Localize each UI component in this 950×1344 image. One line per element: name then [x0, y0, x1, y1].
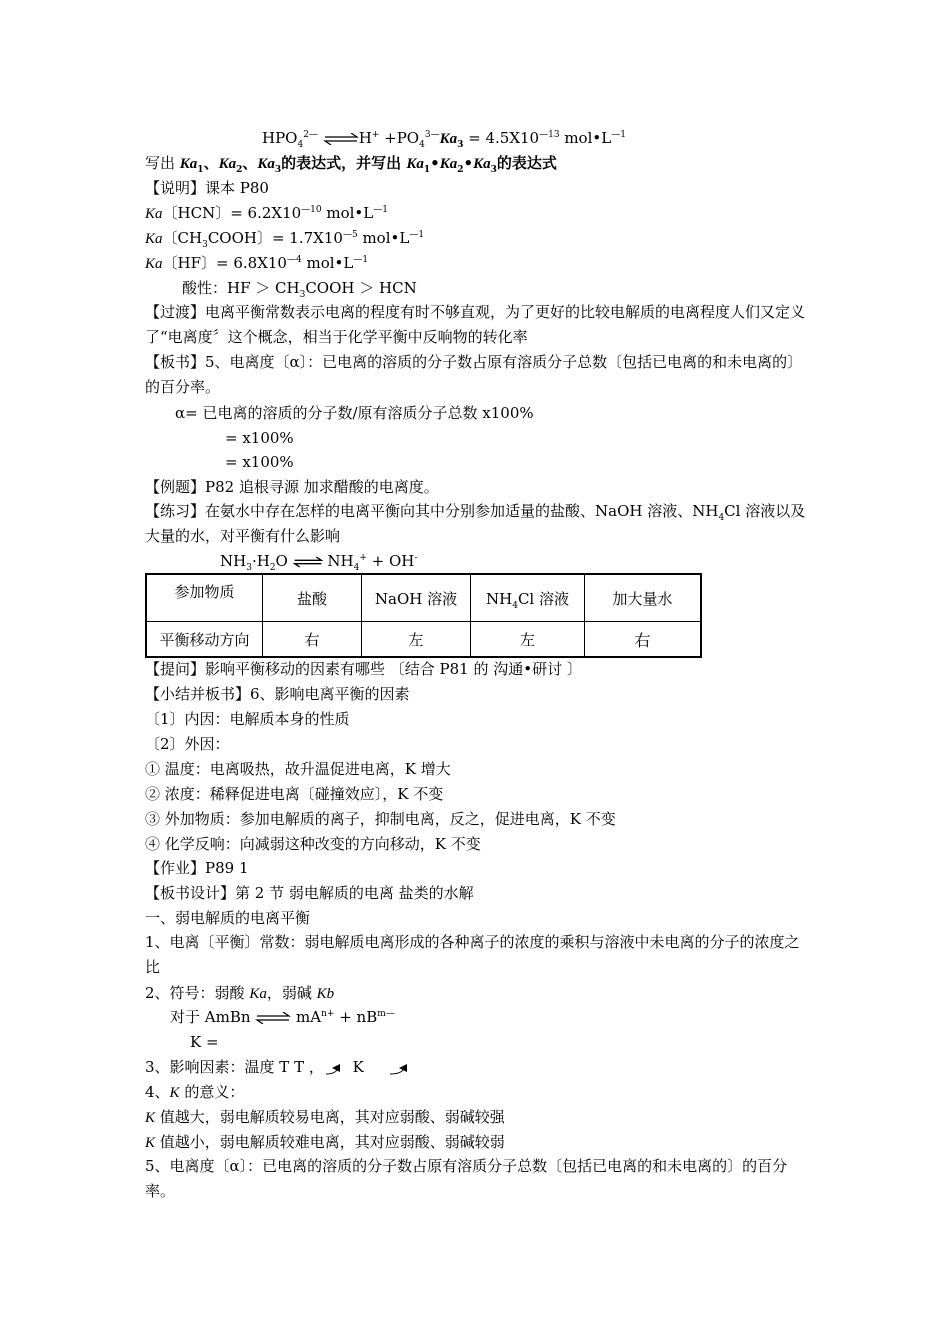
ka-hcn: [145, 203, 388, 225]
text: 值越大，弱电解质较易电离，其对应弱酸、弱碱较强: [155, 1108, 505, 1126]
k-larger: [145, 1107, 505, 1129]
text: 写出: [145, 154, 180, 172]
example-line: 【例题】P82 追根寻源 加求醋酸的电离度。: [145, 478, 439, 496]
factor-reaction: ④ 化学反响：向减弱这种改变的方向移动，K 不变: [145, 835, 481, 853]
arrow-mark-icon: [366, 1060, 416, 1076]
exercise-paragraph: [145, 499, 810, 549]
text: —10: [301, 205, 322, 215]
text: 1: [423, 165, 431, 175]
text: NH: [486, 589, 513, 608]
transition-paragraph: 【过渡】电离平衡常数表示电离的程度有时不够直观，为了更好的比较电解质的电离程度人们又定义了“电离度〞这个概念，相当于化学平衡中反响物的转化率: [145, 303, 806, 346]
ka-symbol: Ka: [257, 156, 275, 172]
arrow-mark-icon: [324, 1060, 348, 1076]
text: —5: [342, 230, 358, 240]
alpha-formula-3: = x100%: [225, 453, 294, 471]
ka-symbol: Ka: [473, 156, 491, 172]
text: n+: [321, 1009, 335, 1019]
text: 〔HF〕= 6.8X10: [162, 254, 287, 272]
factor-concentration: ② 浓度：稀释促进电离〔碰撞效应〕，K 不变: [145, 785, 444, 803]
ammonia-equation: [220, 551, 417, 573]
k-meaning-heading: [145, 1082, 244, 1104]
influence-line: [145, 1057, 416, 1079]
text: Cl 溶液: [517, 589, 569, 608]
ka-symbol: Ka: [179, 156, 198, 172]
ka-symbol: Ka: [218, 156, 237, 172]
alpha-formula-2: = x100%: [225, 429, 294, 447]
text: mol•L: [357, 229, 410, 247]
table-cell: 左: [471, 622, 585, 658]
ka-symbol: Ka: [406, 156, 424, 172]
text: COOH〕= 1.7X10: [207, 229, 343, 247]
equilibrium-arrow-icon: [323, 133, 359, 145]
text: 的表达式，并写出: [281, 154, 407, 172]
equilibrium-arrow-icon: [293, 556, 323, 568]
text: 【练习】在氨水中存在怎样的电离平衡向其中分别参加适量的盐酸、NaOH 溶液、NH: [145, 502, 719, 520]
table-cell: 右: [263, 622, 362, 658]
k-symbol: K: [169, 1085, 180, 1101]
ka-symbol: Ka: [439, 156, 458, 172]
text: +: [359, 553, 367, 563]
text: 、: [203, 154, 219, 172]
ionization-degree-definition: 5、电离度〔α〕：已电离的溶质的分子数占原有溶质分子总数〔包括已电离的和未电离的〕的百分率。: [145, 1157, 788, 1200]
text: —4: [286, 255, 302, 265]
text: 的表达式: [496, 154, 557, 172]
text: +: [371, 130, 380, 140]
text: —1: [353, 255, 369, 265]
text: + OH: [366, 552, 415, 570]
board-paragraph: 【板书】5、电离度〔α〕：已电离的溶质的分子数占原有溶质分子总数〔包括已电离的和未电离的〕的百分率。: [145, 353, 803, 396]
text: H: [358, 129, 372, 147]
text: 值越小，弱电解质较难电离，其对应弱酸、弱碱较弱: [155, 1133, 505, 1151]
text: mA: [291, 1008, 322, 1026]
text: mol•L: [321, 204, 374, 222]
equation-hpo4: $HPO_4^{2—}$ $H^+ +PO_4^{3—}Ka_3 = 4.5X10^{—13}$ $mol•L^{—1}$: [262, 129, 626, 150]
text: 的意义：: [179, 1083, 245, 1101]
text: —13: [539, 130, 560, 140]
instruction-line: [145, 153, 557, 175]
ambn-equation: [170, 1007, 395, 1029]
k-symbol: K: [145, 1135, 156, 1151]
text: 4: [353, 563, 360, 573]
table-header-cell: 参加物质: [146, 574, 263, 622]
kb-symbol: Kb: [316, 986, 335, 1002]
text: 〔CH: [162, 229, 203, 247]
text: mol•L: [559, 129, 612, 147]
factor-additive: ③ 外加物质：参加电解质的离子，抑制电离，反之，促进电离，K 不变: [145, 810, 616, 828]
text: 3: [490, 165, 497, 175]
text: NH: [322, 552, 354, 570]
text: 3—: [424, 130, 440, 140]
summary-line: 【小结并板书】6、影响电离平衡的因素: [145, 685, 410, 703]
text: 对于 AmBn: [170, 1008, 256, 1026]
symbol-line: [145, 983, 334, 1005]
text: +PO: [379, 129, 420, 147]
text: 3: [457, 140, 464, 150]
question-line: 【提问】影响平衡移动的因素有哪些 〔结合 P81 的 沟通•研讨 〕: [145, 660, 582, 678]
text: ，弱碱: [266, 984, 317, 1002]
homework-line: 【作业】P89 1: [145, 859, 249, 877]
alpha-formula: α= 已电离的溶质的分子数/原有溶质分子总数 x100%: [175, 404, 534, 422]
text: K: [347, 1058, 364, 1076]
table-header-cell: 加大量水: [585, 574, 702, 622]
text: 3: [274, 165, 282, 175]
factor-temperature: ① 温度：电离吸热，故升温促进电离，K 增大: [145, 760, 451, 778]
note-line: 【说明】课本 P80: [145, 179, 269, 197]
text: 3、影响因素：温度 T T ，: [145, 1058, 324, 1076]
text: 2、符号：弱酸: [145, 984, 250, 1002]
text: Cl 溶液以及大量的水，对平衡有什么影响: [145, 502, 806, 545]
text: NH: [220, 552, 247, 570]
k-symbol: K: [145, 1110, 156, 1126]
external-factor: 〔2〕外因：: [145, 735, 230, 753]
text: COOH ＞ HCN: [305, 279, 417, 297]
text: —1: [373, 205, 388, 215]
text: —1: [611, 130, 626, 140]
text: HPO: [262, 129, 298, 147]
text: m—: [377, 1009, 395, 1019]
table-header-cell: [471, 574, 585, 622]
table-cell: 右: [585, 622, 702, 658]
table-cell: 左: [362, 622, 471, 658]
ka-ch3cooh: [145, 228, 424, 250]
ka-symbol: Ka: [249, 986, 267, 1002]
equilibrium-shift-table: [145, 573, 702, 658]
text: 2: [236, 165, 243, 175]
text: + nB: [334, 1008, 378, 1026]
table-header-cell: 盐酸: [263, 574, 362, 622]
table-cell: 平衡移动方向: [146, 622, 263, 658]
section-heading: 一、弱电解质的电离平衡: [145, 909, 311, 927]
text: mol•L: [301, 254, 354, 272]
k-expression: K =: [190, 1033, 219, 1051]
constant-definition: 1、电离〔平衡〕常数：弱电解质电离形成的各种离子的浓度的乘积与溶液中未电离的分子的浓度之比: [145, 933, 800, 976]
internal-factor: 〔1〕内因：电解质本身的性质: [145, 710, 350, 728]
text: 4: [512, 600, 518, 611]
text: 、: [242, 154, 258, 172]
ka-symbol: Ka: [145, 206, 163, 222]
text: 3: [202, 240, 208, 250]
text: 4: [718, 513, 725, 523]
ka-hf: [145, 253, 368, 275]
text: 2: [269, 563, 276, 573]
table-header-cell: NaOH 溶液: [362, 574, 471, 622]
acidity-order: [182, 278, 417, 300]
ka-symbol: Ka: [145, 231, 163, 247]
text: O: [275, 552, 288, 570]
text: 3: [246, 563, 252, 573]
text: 1: [197, 165, 204, 175]
text: 2—: [303, 130, 318, 140]
text: = 4.5X10: [463, 129, 540, 147]
text: 4、: [145, 1083, 170, 1101]
board-design: 【板书设计】第 2 节 弱电解质的电离 盐类的水解: [145, 884, 474, 902]
text: —1: [409, 230, 425, 240]
text: ·H: [251, 552, 270, 570]
text: •: [430, 154, 440, 172]
ka-symbol: Ka: [145, 256, 163, 272]
text: 2: [457, 165, 464, 175]
ka-symbol: Ka: [439, 131, 458, 147]
k-smaller: [145, 1132, 505, 1154]
equilibrium-arrow-icon: [255, 1012, 291, 1024]
text: 〔HCN〕= 6.2X10: [162, 204, 302, 222]
text: 3: [299, 290, 306, 300]
text: 酸性：HF ＞ CH: [182, 279, 300, 297]
text: •: [463, 154, 474, 172]
text: -: [414, 553, 418, 563]
